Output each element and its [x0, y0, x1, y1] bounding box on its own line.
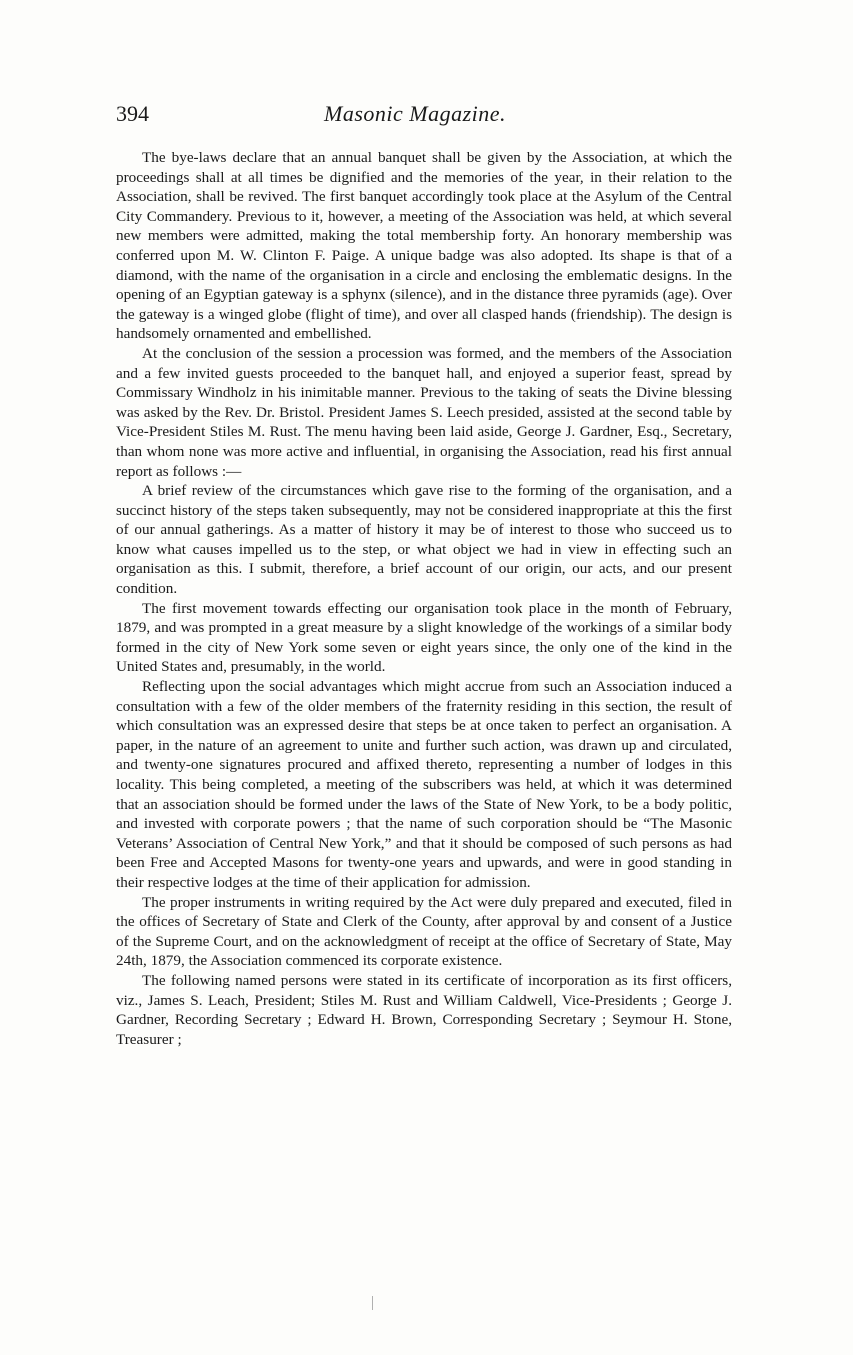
paragraph-review: A brief review of the circumstances which gave rise to the forming of the organisation, and a succinct history of the steps taken subsequently, may not be considered inappropriate at this the first of our annual gatherings. As a matter of history it may be of interest to those who succeed us to know what causes impelled us to the step, or what object we had in view in effecting such an organisation as this. I submit, therefore, a brief account of our origin, our acts, and our present condition.: [116, 482, 732, 598]
paragraph-reflecting: Reflecting upon the social advantages which might accrue from such an Association induced a consultation with a few of the older members of the fraternity residing in this section, the result of which consultation was an expressed desire that steps be at once taken to perfect an organisation. A paper, in the nature of an agreement to unite and further such action, was drawn up and circulated, and twenty-one signatures procured and affixed thereto, representing a number of lodges in this locality. This being completed, a meeting of the subscribers was held, at which it was determined that an association should be formed under the laws of the State of New York, to be a body politic, and invested with corporate powers ; that the name of such corporation should be “The Masonic Veterans’ Association of Central New York,” and that it should be composed of such persons as had been Free and Accepted Masons for twenty-one years and upwards, and were in good standing in their respective lodges at the time of their application for admission.: [116, 678, 732, 891]
page-header: [116, 100, 736, 136]
running-title: Masonic Magazine.: [324, 101, 507, 126]
paragraph-procession: At the conclusion of the session a procession was formed, and the members of the Association and a few invited guests proceeded to the banquet hall, and enjoyed a superior feast, spread by Commissary Windholz in his inimitable manner. Previous to the taking of seats the Divine blessing was asked by the Rev. Dr. Bristol. President James S. Leech presided, assisted at the second table by Vice-President Stiles M. Rust. The menu having been laid aside, George J. Gardner, Esq., Secretary, than whom none was more active and influential, in organising the Association, read his first annual report as follows :—: [116, 344, 732, 480]
page-number: 394: [116, 101, 149, 126]
paragraph-instruments: The proper instruments in writing required by the Act were duly prepared and executed, filed in the offices of Secretary of State and Clerk of the County, after approval by and consent of a Justice of the Supreme Court, and on the acknowledgment of receipt at the office of Secretary of State, May 24th, 1879, the Association commenced its corporate existence.: [116, 893, 732, 970]
paragraph-first-movement: The first movement towards effecting our organisation took place in the month of February, 1879, and was prompted in a great measure by a slight knowledge of the workings of a similar body formed in the city of New York some seven or eight years since, the only one of the kind in the United States and, presumably, in the world.: [116, 599, 732, 676]
paragraph-officers: The following named persons were stated in its certificate of incorporation as its first officers, viz., James S. Leach, President; Stiles M. Rust and William Caldwell, Vice-Presidents ; George J. Gardner, Recording Secretary ; Edward H. Brown, Corresponding Secretary ; Seymour H. Stone, Treasurer ;: [116, 971, 732, 1048]
paragraph-banquet: The bye-laws declare that an annual banquet shall be given by the Association, at which the proceedings shall at all times be dignified and the memories of the year, in their relation to the Association, shall be revived. The first banquet accordingly took place at the Asylum of the Central City Commandery. Previous to it, however, a meeting of the Association was held, at which several new members were admitted, making the total membership forty. An honorary membership was conferred upon M. W. Clinton F. Paige. A unique badge was also adopted. Its shape is that of a diamond, with the name of the organisation in a circle and enclosing the emblematic designs. In the opening of an Egyptian gateway is a sphynx (silence), and in the distance three pyramids (age). Over the gateway is a winged globe (flight of time), and over all clasped hands (friendship). The design is handsomely ornamented and embellished.: [116, 149, 732, 343]
print-mark: [372, 1296, 373, 1310]
article-body: [116, 148, 732, 1049]
